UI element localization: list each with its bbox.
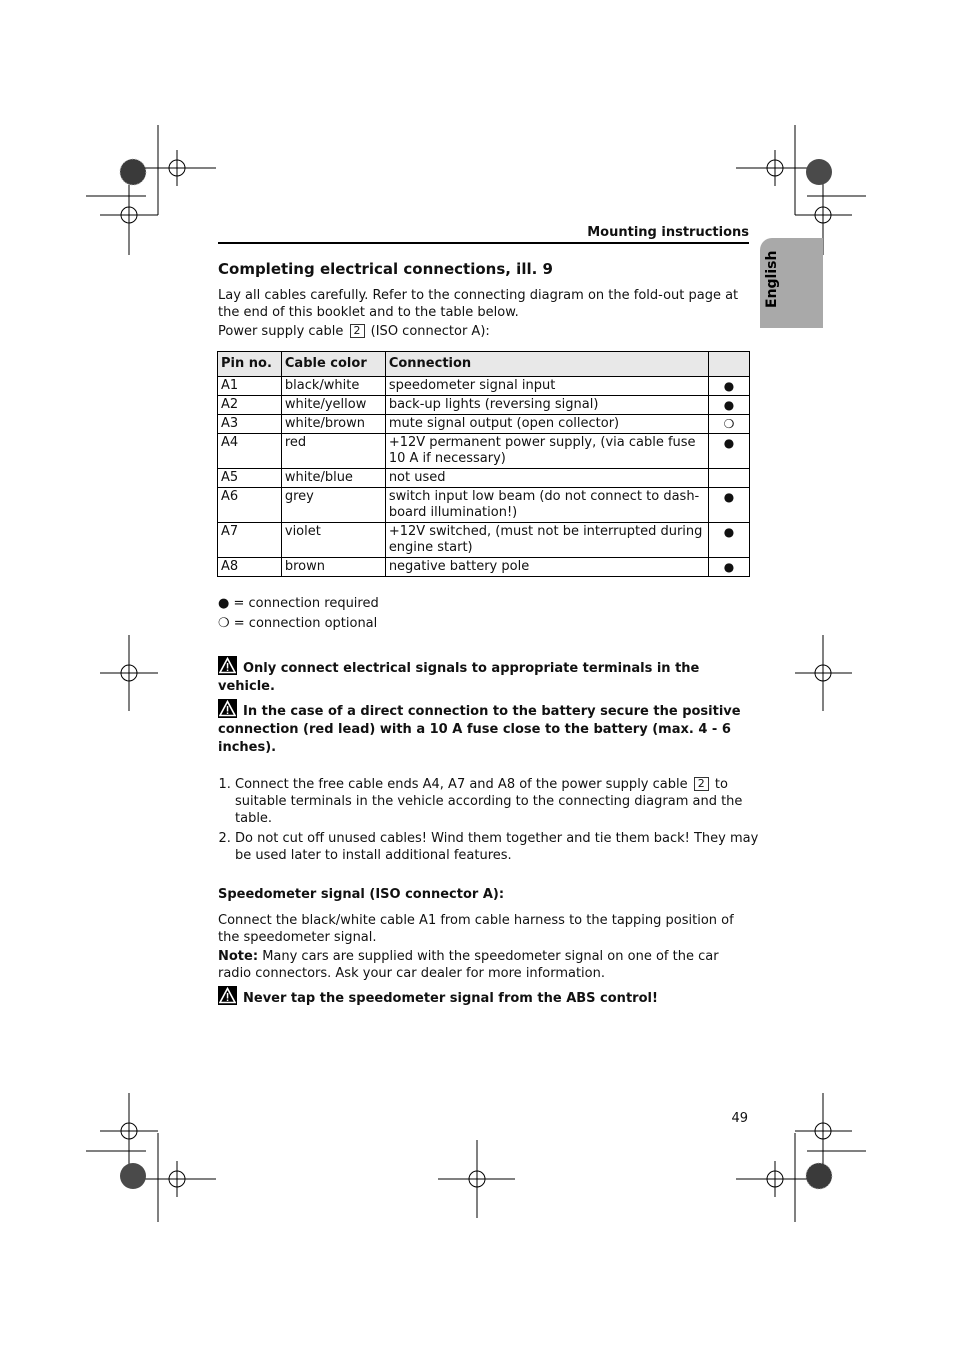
connection-cell: negative battery pole: [385, 558, 708, 577]
cable-ref-box: 2: [694, 777, 709, 791]
step-1-text-cont: to suitable terminals in the vehicle according to the connecting diagram and the table.: [235, 777, 743, 826]
list-item: [235, 776, 766, 827]
connection-cell: speedometer signal input: [385, 377, 708, 396]
warning-3: [218, 986, 749, 1008]
page-number: 49: [731, 1111, 748, 1126]
power-cable-prefix: Power supply cable: [218, 324, 344, 339]
steps-list: [218, 776, 766, 867]
optional-mark: ❍: [709, 415, 750, 434]
connection-cell: +12V permanent power supply, (via cable fuse 10 A if necessary): [385, 434, 708, 469]
step-1-text: Connect the free cable ends A4, A7 and A8 of the power supply cable: [235, 777, 688, 792]
warning-2: [218, 699, 749, 757]
table-row: [218, 377, 750, 396]
table-row: [218, 469, 750, 488]
connection-cell: +12V switched, (must not be interrupted during engine start): [385, 523, 708, 558]
required-mark: ●: [709, 377, 750, 396]
warning-3-text: Never tap the speedometer signal from the ABS control!: [243, 991, 658, 1006]
connection-cell: back-up lights (reversing signal): [385, 396, 708, 415]
pin-cell: A3: [218, 415, 282, 434]
connection-cell: switch input low beam (do not connect to dash-board illumination!): [385, 488, 708, 523]
step-2-text: Do not cut off unused cables! Wind them together and tie them back! They may be used later to install additional features.: [235, 831, 759, 863]
section-title: Completing electrical connections, ill. 9: [218, 260, 553, 278]
table-row: [218, 523, 750, 558]
color-cell: violet: [281, 523, 385, 558]
warning-triangle-icon: [218, 656, 237, 675]
pin-table: [217, 351, 750, 577]
warning-triangle-icon: [218, 699, 237, 718]
header-color: Cable color: [281, 352, 385, 377]
table-row: [218, 558, 750, 577]
table-row: [218, 415, 750, 434]
connection-cell: mute signal output (open collector): [385, 415, 708, 434]
table-row: [218, 434, 750, 469]
pin-cell: A7: [218, 523, 282, 558]
empty-mark: [709, 469, 750, 488]
header-mark: [709, 352, 750, 377]
pin-cell: A5: [218, 469, 282, 488]
warning-2-text: In the case of a direct connection to the battery secure the positive connection (red lead) with a 10 A fuse close to the battery (max. 4 - 6 inches).: [218, 704, 741, 755]
header-connection: Connection: [385, 352, 708, 377]
running-head: Mounting instructions: [587, 225, 749, 240]
speedometer-text: Connect the black/white cable A1 from cable harness to the tapping position of the speedometer signal.: [218, 913, 734, 945]
note-text: Many cars are supplied with the speedometer signal on one of the car radio connectors. Ask your car dealer for more information.: [218, 949, 719, 981]
color-cell: brown: [281, 558, 385, 577]
required-mark: ●: [709, 523, 750, 558]
header-rule: [218, 242, 749, 244]
color-cell: white/blue: [281, 469, 385, 488]
speedometer-note: [218, 948, 749, 982]
required-mark: ●: [709, 488, 750, 523]
color-cell: black/white: [281, 377, 385, 396]
pin-cell: A2: [218, 396, 282, 415]
intro-paragraph: Lay all cables carefully. Refer to the connecting diagram on the fold-out page at the end of this booklet and to the table below.: [218, 288, 739, 320]
note-label: Note:: [218, 949, 259, 964]
pin-cell: A1: [218, 377, 282, 396]
list-item: [235, 830, 766, 864]
table-header-row: [218, 352, 750, 377]
language-tab: [760, 238, 823, 328]
language-tab-label: English: [764, 250, 780, 308]
warning-1-text: Only connect electrical signals to appropriate terminals in the vehicle.: [218, 661, 700, 694]
required-mark: ●: [709, 396, 750, 415]
color-cell: white/yellow: [281, 396, 385, 415]
warning-triangle-icon: [218, 986, 237, 1005]
color-cell: white/brown: [281, 415, 385, 434]
color-cell: red: [281, 434, 385, 469]
color-cell: grey: [281, 488, 385, 523]
table-row: [218, 488, 750, 523]
pin-cell: A4: [218, 434, 282, 469]
power-cable-line: [218, 323, 749, 340]
pin-cell: A8: [218, 558, 282, 577]
warning-1: [218, 656, 749, 696]
required-mark: ●: [709, 434, 750, 469]
cable-ref-box: 2: [350, 324, 365, 338]
pin-cell: A6: [218, 488, 282, 523]
speedometer-title: Speedometer signal (ISO connector A):: [218, 887, 505, 902]
legend-required: ● = connection required: [218, 596, 379, 611]
header-pin: Pin no.: [218, 352, 282, 377]
table-row: [218, 396, 750, 415]
connection-cell: not used: [385, 469, 708, 488]
required-mark: ●: [709, 558, 750, 577]
power-cable-suffix: (ISO connector A):: [370, 324, 490, 339]
legend-optional: ❍ = connection optional: [218, 616, 378, 631]
